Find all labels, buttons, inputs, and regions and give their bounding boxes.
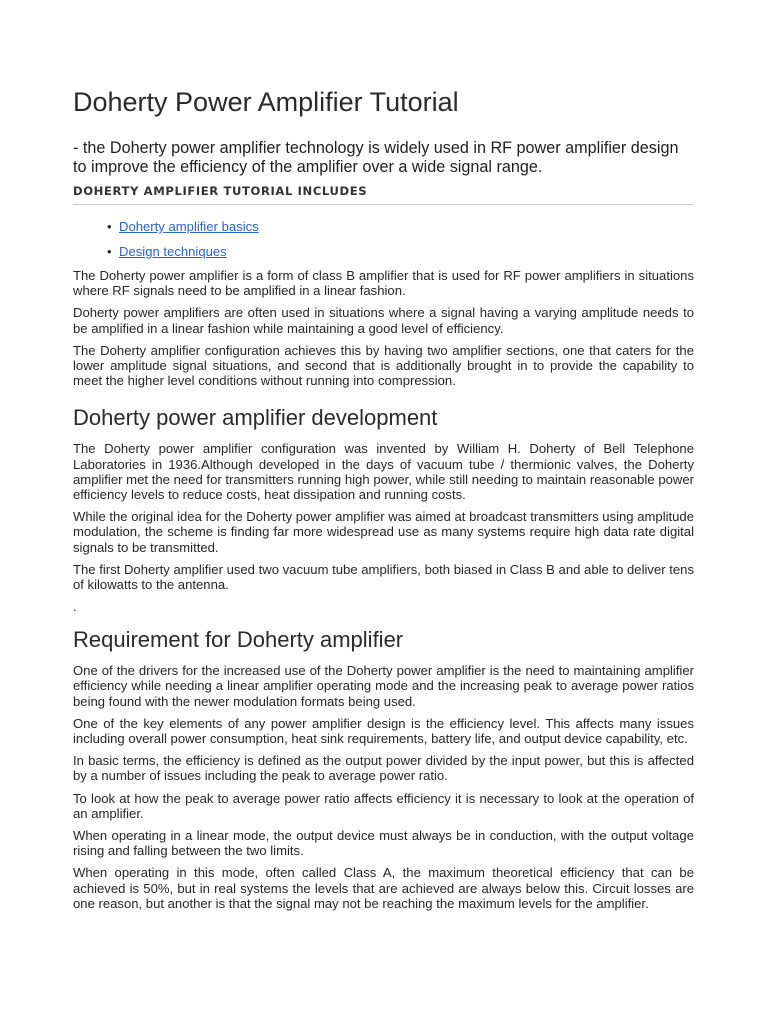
link-doherty-amplifier-basics[interactable]: Doherty amplifier basics	[119, 219, 259, 234]
list-item	[107, 244, 694, 260]
page-title: Doherty Power Amplifier Tutorial	[73, 87, 459, 117]
paragraph: When operating in a linear mode, the output device must always be in conduction, with the output voltage rising and falling between the two limits.	[73, 828, 694, 859]
development-section	[73, 441, 694, 614]
requirement-section	[73, 663, 694, 911]
tutorial-includes-heading: DOHERTY AMPLIFIER TUTORIAL INCLUDES	[73, 184, 694, 205]
paragraph: The Doherty amplifier configuration achieves this by having two amplifier sections, one that caters for the lower amplitude signal situations, and second that is additionally brought in to provide the capability to meet the higher level conditions without running into compression.	[73, 342, 694, 389]
paragraph: To look at how the peak to average power ratio affects efficiency it is necessary to look at the operation of an amplifier.	[73, 790, 694, 821]
paragraph: One of the drivers for the increased use of the Doherty power amplifier is the need to maintaining amplifier efficiency while needing a linear amplifier operating mode and the increasing peak to average power ratios being found with the newer modulation formats being used.	[73, 663, 694, 709]
section-heading-requirement: Requirement for Doherty amplifier	[73, 627, 404, 653]
bullet-icon: •	[107, 244, 112, 259]
intro-section	[73, 268, 694, 388]
bullet-icon: •	[107, 219, 112, 234]
intro-summary: - the Doherty power amplifier technology is widely used in RF power amplifier design to improve the efficiency of the amplifier over a wide signal range.	[73, 139, 679, 176]
trailing-dot: .	[73, 599, 77, 615]
paragraph: One of the key elements of any power amplifier design is the efficiency level. This affects many issues including overall power consumption, heat sink requirements, battery life, and output device capability, etc.	[73, 715, 694, 747]
paragraph: In basic terms, the efficiency is defined as the output power divided by the input power, but this is affected by a number of issues including the peak to average power ratio.	[73, 753, 694, 784]
link-design-techniques[interactable]: Design techniques	[119, 244, 227, 259]
paragraph: While the original idea for the Doherty power amplifier was aimed at broadcast transmitters using amplitude modulation, the scheme is finding far more widespread use as many systems require high data rate digital signals to be transmitted.	[73, 509, 694, 555]
paragraph: The first Doherty amplifier used two vacuum tube amplifiers, both biased in Class B and able to deliver tens of kilowatts to the antenna.	[73, 561, 694, 593]
tutorial-contents-list	[73, 219, 694, 260]
paragraph: When operating in this mode, often called Class A, the maximum theoretical efficiency that can be achieved is 50%, but in real systems the levels that are achieved are always below this. Circuit losses are one reason, but another is that the signal may not be reaching the maximum levels for the amplifier.	[73, 865, 694, 911]
section-heading-development: Doherty power amplifier development	[73, 405, 438, 431]
paragraph: The Doherty power amplifier is a form of class B amplifier that is used for RF power amplifiers in situations where RF signals need to be amplified in a linear fashion.	[73, 268, 694, 299]
paragraph: Doherty power amplifiers are often used in situations where a signal having a varying amplitude needs to be amplified in a linear fashion while maintaining a good level of efficiency.	[73, 305, 694, 336]
paragraph: The Doherty power amplifier configuration was invented by William H. Doherty of Bell Telephone Laboratories in 1936.Although developed in the days of vacuum tube / thermionic valves, the Doherty amplifier met the need for transmitters running high power, while still needing to maintain reasonable power efficiency levels to reduce costs, heat dissipation and running costs.	[73, 441, 694, 503]
list-item	[107, 219, 694, 235]
